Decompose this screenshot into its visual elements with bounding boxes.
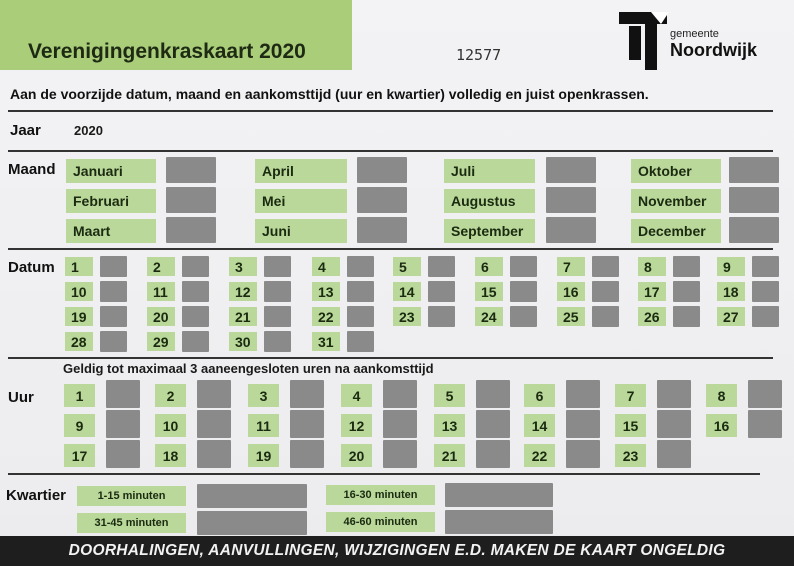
hour-11-label: 11 xyxy=(248,414,279,437)
date-15-scratch-field[interactable] xyxy=(510,281,537,302)
month-februari-label: Februari xyxy=(66,189,156,213)
date-26-scratch-field[interactable] xyxy=(673,306,700,327)
date-14-scratch-field[interactable] xyxy=(428,281,455,302)
date-24-scratch-field[interactable] xyxy=(510,306,537,327)
month-september-label: September xyxy=(444,219,535,243)
quarter-46-60-scratch-field[interactable] xyxy=(445,510,553,534)
card-title: Verenigingenkraskaart 2020 xyxy=(28,40,306,63)
date-8-label: 8 xyxy=(638,257,666,276)
date-22-scratch-field[interactable] xyxy=(347,306,374,327)
hour-1-label: 1 xyxy=(64,384,95,407)
date-25-label: 25 xyxy=(557,307,585,326)
hour-6-label: 6 xyxy=(524,384,555,407)
hour-10-label: 10 xyxy=(155,414,186,437)
date-10-scratch-field[interactable] xyxy=(100,281,127,302)
date-6-label: 6 xyxy=(475,257,503,276)
date-24-label: 24 xyxy=(475,307,503,326)
date-10-label: 10 xyxy=(65,282,93,301)
date-1-label: 1 xyxy=(65,257,93,276)
date-9-scratch-field[interactable] xyxy=(752,256,779,277)
date-14-label: 14 xyxy=(393,282,421,301)
hour-6-scratch-field[interactable] xyxy=(566,380,600,408)
logo-text-noordwijk: Noordwijk xyxy=(670,40,758,60)
hour-15-label: 15 xyxy=(615,414,646,437)
year-value: 2020 xyxy=(74,123,103,138)
month-april-label: April xyxy=(255,159,347,183)
month-oktober-label: Oktober xyxy=(631,159,721,183)
hour-16-scratch-field[interactable] xyxy=(748,410,782,438)
hour-19-scratch-field[interactable] xyxy=(290,440,324,468)
quarter-1-15-scratch-field[interactable] xyxy=(197,484,307,508)
hour-21-label: 21 xyxy=(434,444,465,467)
hour-22-label: 22 xyxy=(524,444,555,467)
date-11-scratch-field[interactable] xyxy=(182,281,209,302)
divider xyxy=(8,150,773,152)
date-3-label: 3 xyxy=(229,257,257,276)
hour-19-label: 19 xyxy=(248,444,279,467)
hour-3-scratch-field[interactable] xyxy=(290,380,324,408)
instruction-text: Aan de voorzijde datum, maand en aankomsttijd (uur en kwartier) volledig en juist openkrassen. xyxy=(10,86,649,102)
date-9-label: 9 xyxy=(717,257,745,276)
hour-3-label: 3 xyxy=(248,384,279,407)
date-31-scratch-field[interactable] xyxy=(347,331,374,352)
hour-20-scratch-field[interactable] xyxy=(383,440,417,468)
logo-text-gemeente: gemeente xyxy=(670,28,719,40)
divider xyxy=(8,110,773,112)
date-19-scratch-field[interactable] xyxy=(100,306,127,327)
date-29-label: 29 xyxy=(147,332,175,351)
hour-8-scratch-field[interactable] xyxy=(748,380,782,408)
month-januari-scratch-field[interactable] xyxy=(166,157,216,183)
hour-12-label: 12 xyxy=(341,414,372,437)
date-20-label: 20 xyxy=(147,307,175,326)
quarter-16-30-label: 16-30 minuten xyxy=(326,485,435,505)
date-4-scratch-field[interactable] xyxy=(347,256,374,277)
date-3-scratch-field[interactable] xyxy=(264,256,291,277)
hour-17-label: 17 xyxy=(64,444,95,467)
month-juli-scratch-field[interactable] xyxy=(546,157,596,183)
date-2-label: 2 xyxy=(147,257,175,276)
hour-5-label: 5 xyxy=(434,384,465,407)
month-november-scratch-field[interactable] xyxy=(729,187,779,213)
quarter-16-30-scratch-field[interactable] xyxy=(445,483,553,507)
date-13-label: 13 xyxy=(312,282,340,301)
hour-9-scratch-field[interactable] xyxy=(106,410,140,438)
date-21-scratch-field[interactable] xyxy=(264,306,291,327)
date-18-scratch-field[interactable] xyxy=(752,281,779,302)
date-4-label: 4 xyxy=(312,257,340,276)
month-maart-label: Maart xyxy=(66,219,156,243)
hour-18-label: 18 xyxy=(155,444,186,467)
date-12-scratch-field[interactable] xyxy=(264,281,291,302)
hour-12-scratch-field[interactable] xyxy=(383,410,417,438)
date-18-label: 18 xyxy=(717,282,745,301)
hour-label: Uur xyxy=(8,389,34,406)
date-29-scratch-field[interactable] xyxy=(182,331,209,352)
divider xyxy=(8,473,760,475)
date-21-label: 21 xyxy=(229,307,257,326)
date-6-scratch-field[interactable] xyxy=(510,256,537,277)
hour-20-label: 20 xyxy=(341,444,372,467)
hour-22-scratch-field[interactable] xyxy=(566,440,600,468)
hour-validity-note: Geldig tot maximaal 3 aaneengesloten uren na aankomsttijd xyxy=(63,361,434,376)
month-september-scratch-field[interactable] xyxy=(546,217,596,243)
hour-2-scratch-field[interactable] xyxy=(197,380,231,408)
date-20-scratch-field[interactable] xyxy=(182,306,209,327)
hour-14-label: 14 xyxy=(524,414,555,437)
date-8-scratch-field[interactable] xyxy=(673,256,700,277)
hour-21-scratch-field[interactable] xyxy=(476,440,510,468)
date-16-scratch-field[interactable] xyxy=(592,281,619,302)
date-16-label: 16 xyxy=(557,282,585,301)
date-17-label: 17 xyxy=(638,282,666,301)
month-oktober-scratch-field[interactable] xyxy=(729,157,779,183)
date-label: Datum xyxy=(8,259,55,276)
hour-8-label: 8 xyxy=(706,384,737,407)
month-juli-label: Juli xyxy=(444,159,535,183)
hour-11-scratch-field[interactable] xyxy=(290,410,324,438)
hour-2-label: 2 xyxy=(155,384,186,407)
hour-7-scratch-field[interactable] xyxy=(657,380,691,408)
date-15-label: 15 xyxy=(475,282,503,301)
date-22-label: 22 xyxy=(312,307,340,326)
quarter-31-45-label: 31-45 minuten xyxy=(77,513,186,533)
hour-15-scratch-field[interactable] xyxy=(657,410,691,438)
date-30-label: 30 xyxy=(229,332,257,351)
date-12-label: 12 xyxy=(229,282,257,301)
quarter-1-15-label: 1-15 minuten xyxy=(77,486,186,506)
serial-number: 12577 xyxy=(456,46,502,64)
month-april-scratch-field[interactable] xyxy=(357,157,407,183)
month-mei-label: Mei xyxy=(255,189,347,213)
hour-23-scratch-field[interactable] xyxy=(657,440,691,468)
date-27-label: 27 xyxy=(717,307,745,326)
hour-23-label: 23 xyxy=(615,444,646,467)
quarter-label: Kwartier xyxy=(6,487,67,504)
divider xyxy=(8,248,773,250)
date-28-label: 28 xyxy=(65,332,93,351)
month-december-label: December xyxy=(631,219,721,243)
month-januari-label: Januari xyxy=(66,159,156,183)
hour-1-scratch-field[interactable] xyxy=(106,380,140,408)
date-5-scratch-field[interactable] xyxy=(428,256,455,277)
divider xyxy=(8,357,773,359)
date-17-scratch-field[interactable] xyxy=(673,281,700,302)
month-maart-scratch-field[interactable] xyxy=(166,217,216,243)
month-november-label: November xyxy=(631,189,721,213)
hour-10-scratch-field[interactable] xyxy=(197,410,231,438)
date-30-scratch-field[interactable] xyxy=(264,331,291,352)
month-februari-scratch-field[interactable] xyxy=(166,187,216,213)
month-augustus-label: Augustus xyxy=(444,189,535,213)
date-13-scratch-field[interactable] xyxy=(347,281,374,302)
month-augustus-scratch-field[interactable] xyxy=(546,187,596,213)
hour-13-label: 13 xyxy=(434,414,465,437)
month-mei-scratch-field[interactable] xyxy=(357,187,407,213)
month-juni-label: Juni xyxy=(255,219,347,243)
hour-5-scratch-field[interactable] xyxy=(476,380,510,408)
date-1-scratch-field[interactable] xyxy=(100,256,127,277)
hour-18-scratch-field[interactable] xyxy=(197,440,231,468)
hour-13-scratch-field[interactable] xyxy=(476,410,510,438)
date-7-scratch-field[interactable] xyxy=(592,256,619,277)
date-23-label: 23 xyxy=(393,307,421,326)
year-label: Jaar xyxy=(10,122,41,139)
hour-7-label: 7 xyxy=(615,384,646,407)
hour-14-scratch-field[interactable] xyxy=(566,410,600,438)
date-2-scratch-field[interactable] xyxy=(182,256,209,277)
date-19-label: 19 xyxy=(65,307,93,326)
hour-4-label: 4 xyxy=(341,384,372,407)
month-juni-scratch-field[interactable] xyxy=(357,217,407,243)
date-23-scratch-field[interactable] xyxy=(428,306,455,327)
quarter-31-45-scratch-field[interactable] xyxy=(197,511,307,535)
date-27-scratch-field[interactable] xyxy=(752,306,779,327)
date-28-scratch-field[interactable] xyxy=(100,331,127,352)
date-5-label: 5 xyxy=(393,257,421,276)
hour-17-scratch-field[interactable] xyxy=(106,440,140,468)
date-11-label: 11 xyxy=(147,282,175,301)
month-label: Maand xyxy=(8,161,56,178)
hour-16-label: 16 xyxy=(706,414,737,437)
hour-4-scratch-field[interactable] xyxy=(383,380,417,408)
date-25-scratch-field[interactable] xyxy=(592,306,619,327)
quarter-46-60-label: 46-60 minuten xyxy=(326,512,435,532)
date-7-label: 7 xyxy=(557,257,585,276)
footer-warning: DOORHALINGEN, AANVULLINGEN, WIJZIGINGEN E.D. MAKEN DE KAART ONGELDIG xyxy=(0,536,794,566)
date-31-label: 31 xyxy=(312,332,340,351)
month-december-scratch-field[interactable] xyxy=(729,217,779,243)
hour-9-label: 9 xyxy=(64,414,95,437)
date-26-label: 26 xyxy=(638,307,666,326)
